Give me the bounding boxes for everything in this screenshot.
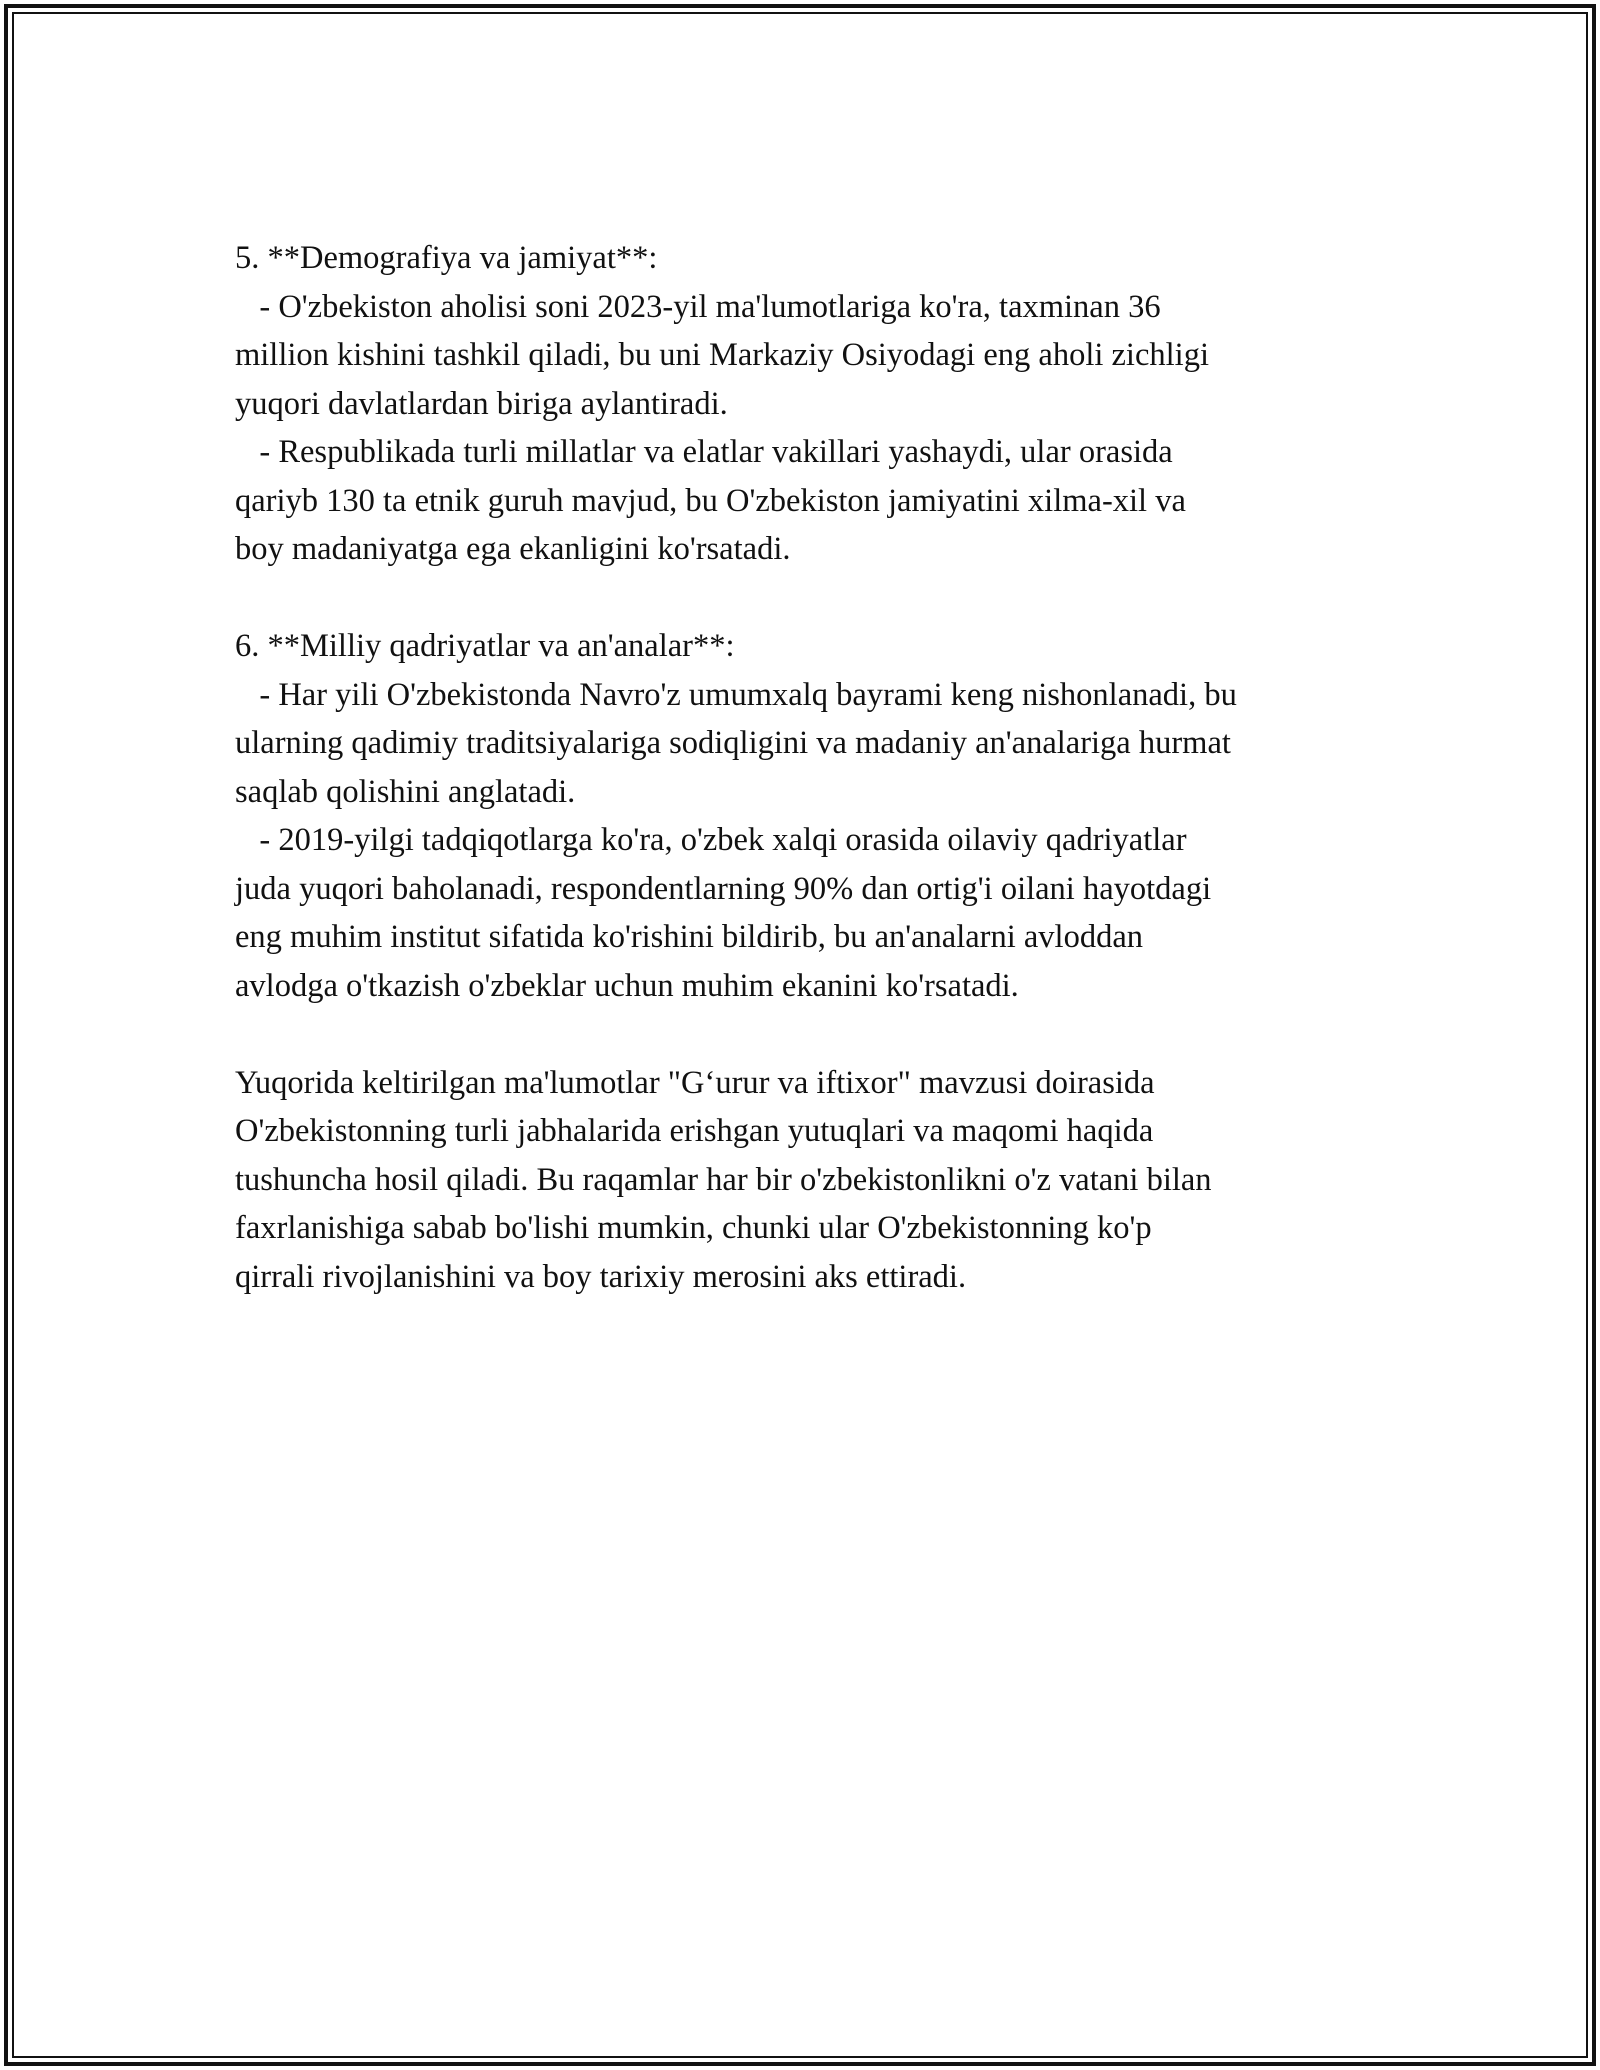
text-line: qirrali rivojlanishini va boy tarixiy merosini aks ettiradi. — [235, 1258, 967, 1295]
text-line: - 2019-yilgi tadqiqotlarga ko'ra, o'zbek xalqi orasida oilaviy qadriyatlar — [235, 822, 1187, 858]
conclusion-paragraph — [235, 1059, 1385, 1302]
document-body — [235, 234, 1385, 1350]
text-line: Yuqorida keltirilgan ma'lumotlar "G‘urur va iftixor" mavzusi doirasida — [235, 1064, 1155, 1101]
text-line: qariyb 130 ta etnik guruh mavjud, bu O'zbekiston jamiyatini xilma-xil va — [235, 482, 1186, 519]
section-heading: 5. **Demografiya va jamiyat**: — [235, 240, 658, 276]
text-line: avlodga o'tkazish o'zbeklar uchun muhim ekanini ko'rsatadi. — [235, 967, 1019, 1004]
text-line: - Respublikada turli millatlar va elatlar vakillari yashaydi, ular orasida — [235, 434, 1173, 470]
text-line: - O'zbekiston aholisi soni 2023-yil ma'lumotlariga ko'ra, taxminan 36 — [235, 288, 1161, 325]
text-line: faxrlanishiga sabab bo'lishi mumkin, chunki ular O'zbekistonning ko'p — [235, 1210, 1152, 1246]
text-line: ularning qadimiy traditsiyalariga sodiqligini va madaniy an'analariga hurmat — [235, 725, 1231, 761]
text-line: eng muhim institut sifatida ko'rishini bildirib, bu an'analarni avloddan — [235, 919, 1144, 955]
section-heading: 6. **Milliy qadriyatlar va an'analar**: — [235, 628, 735, 664]
text-line: boy madaniyatga ega ekanligini ko'rsatadi. — [235, 531, 791, 567]
text-line: O'zbekistonning turli jabhalarida erishgan yutuqlari va maqomi haqida — [235, 1113, 1154, 1149]
text-line: juda yuqori baholanadi, respondentlarning 90% dan ortig'i oilani hayotdagi — [235, 870, 1212, 907]
text-line: tushuncha hosil qiladi. Bu raqamlar har bir o'zbekistonlikni o'z vatani bilan — [235, 1161, 1212, 1198]
text-line: million kishini tashkil qiladi, bu uni Markaziy Osiyodagi eng aholi zichligi — [235, 337, 1209, 373]
section-demografiya — [235, 234, 1385, 574]
text-line: - Har yili O'zbekistonda Navro'z umumxalq bayrami keng nishonlanadi, bu — [235, 676, 1237, 713]
text-line: yuqori davlatlardan biriga aylantiradi. — [235, 385, 728, 422]
text-line: saqlab qolishini anglatadi. — [235, 773, 576, 810]
section-milliy-qadriyatlar — [235, 622, 1385, 1010]
